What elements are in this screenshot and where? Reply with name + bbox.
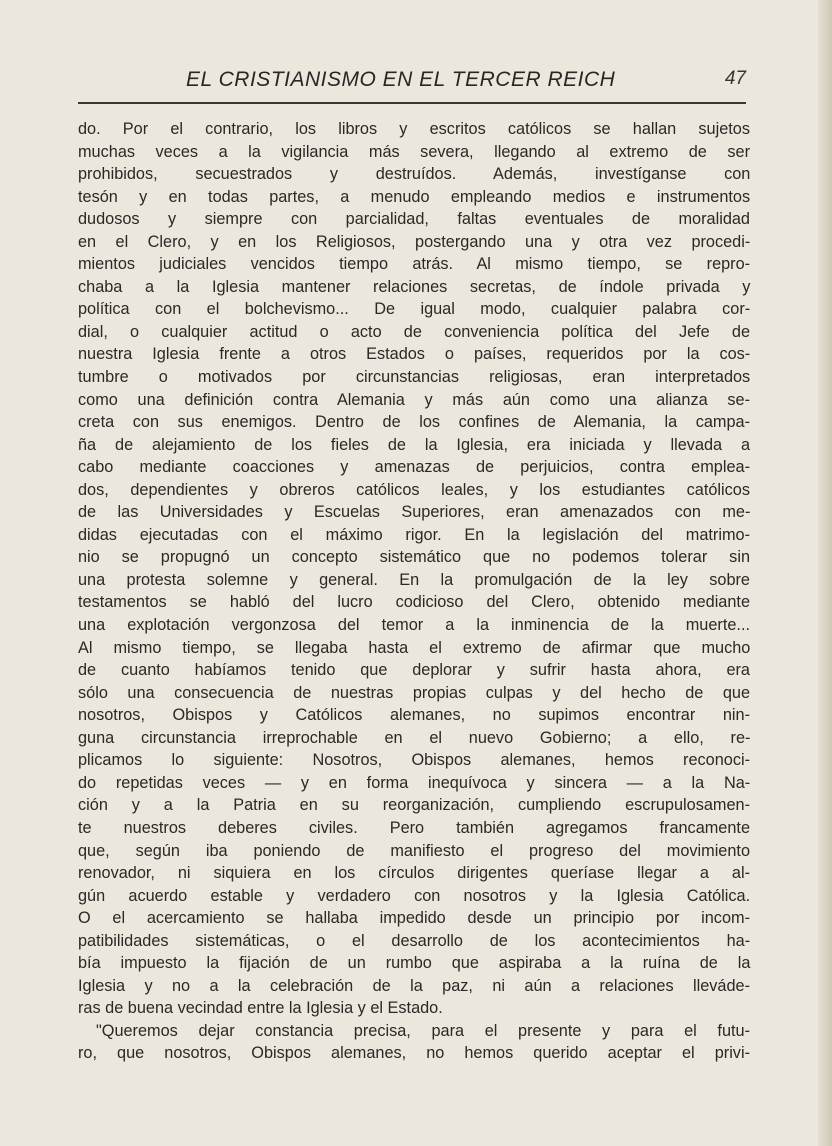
text-line: una protesta solemne y general. En la promulgación de la ley sobre [78, 570, 750, 589]
text-line: nosotros, Obispos y Católicos alemanes, no supimos encontrar nin- [78, 706, 750, 725]
text-line: do. Por el contrario, los libros y escritos católicos se hallan sujetos [78, 120, 750, 138]
text-line: mientos judiciales vencidos tiempo atrás. Al mismo tiempo, se repro- [78, 255, 751, 274]
text-line: nio se propugnó un concepto sistemático que no podemos tolerar sin [78, 548, 750, 567]
text-line: creta con sus enemigos. Dentro de los confines de Alemania, la campa- [78, 413, 750, 432]
text-line: Iglesia y no a la celebración de la paz, ni aún a relaciones lleváde- [78, 976, 750, 995]
text-line: una explotación vergonzosa del temor a la inminencia de la muerte... [78, 616, 750, 635]
text-line: didas ejecutadas con el máximo rigor. En la legislación del matrimo- [78, 525, 750, 544]
text-line: de cuanto habíamos tenido que deplorar y sufrir hasta ahora, era [78, 661, 750, 680]
text-line: de las Universidades y Escuelas Superiores, eran amenazados con me- [78, 503, 751, 522]
page-edge [818, 0, 832, 1146]
text-line: cabo mediante coacciones y amenazas de perjuicios, contra emplea- [78, 458, 750, 477]
running-title: EL CRISTIANISMO EN EL TERCER REICH [186, 68, 616, 91]
text-line: sólo una consecuencia de nuestras propias culpas y del hecho de que [78, 683, 750, 702]
text-line: guna circunstancia irreprochable en el nuevo Gobierno; a ello, re- [78, 728, 751, 747]
text-line: ción y a la Patria en su reorganización, cumpliendo escrupulosamen- [78, 796, 750, 815]
text-line: como una definición contra Alemania y más aún como una alianza se- [78, 390, 750, 409]
text-line: tesón y en todas partes, a menudo empleando medios e instrumentos [78, 187, 751, 206]
text-line: do repetidas veces — y en forma inequívoca y sincera — a la Na- [78, 773, 751, 792]
text-line: que, según iba poniendo de manifiesto el progreso del movimiento [78, 841, 750, 860]
page-body [78, 118, 750, 1065]
text-line: patibilidades sistemáticas, o el desarrollo de los acontecimientos ha- [78, 931, 751, 950]
text-line: nuestra Iglesia frente a otros Estados o países, requeridos por la cos- [78, 345, 751, 364]
header-rule [78, 102, 746, 104]
running-header [78, 68, 746, 100]
text-line: testamentos se habló del lucro codicioso del Clero, obtenido mediante [78, 593, 750, 612]
text-line: política con el bolchevismo... De igual modo, cualquier palabra cor- [78, 300, 751, 319]
text-line: ña de alejamiento de los fieles de la Iglesia, era iniciada y llevada a [78, 435, 751, 454]
text-line: dial, o cualquier actitud o acto de conveniencia política del Jefe de [78, 322, 750, 341]
text-line: prohibidos, secuestrados y destruídos. Además, investíganse con [78, 165, 751, 184]
text-line: dudosos y siempre con parcialidad, faltas eventuales de moralidad [78, 210, 750, 229]
text-line: ras de buena vecindad entre la Iglesia y el Estado. [78, 999, 443, 1018]
text-line: Al mismo tiempo, se llegaba hasta el extremo de afirmar que mucho [78, 638, 751, 657]
text-line: chaba a la Iglesia mantener relaciones secretas, de índole privada y [78, 277, 751, 296]
text-line: muchas veces a la vigilancia más severa, llegando al extremo de ser [78, 142, 750, 161]
text-line: tumbre o motivados por circunstancias religiosas, eran interpretados [78, 368, 751, 387]
text-line: renovador, ni siquiera en los círculos dirigentes queríase llegar a al- [78, 864, 750, 883]
text-line: "Queremos dejar constancia precisa, para el presente y para el futu- [96, 1021, 750, 1040]
text-line: dos, dependientes y obreros católicos leales, y los estudiantes católicos [78, 480, 750, 499]
text-line: bía impuesto la fijación de un rumbo que aspiraba a la ruína de la [78, 954, 751, 973]
text-line: te nuestros deberes civiles. Pero también agregamos francamente [78, 818, 750, 837]
text-line: ro, que nosotros, Obispos alemanes, no hemos querido aceptar el privi- [78, 1044, 750, 1063]
text-line: plicamos lo siguiente: Nosotros, Obispos alemanes, hemos reconoci- [78, 751, 750, 770]
text-line: O el acercamiento se hallaba impedido desde un principio por incom- [78, 909, 750, 928]
text-line: gún acuerdo estable y verdadero con nosotros y la Iglesia Católica. [78, 886, 751, 905]
text-line: en el Clero, y en los Religiosos, postergando una y otra vez procedi- [78, 232, 751, 251]
page-number: 47 [724, 68, 746, 89]
